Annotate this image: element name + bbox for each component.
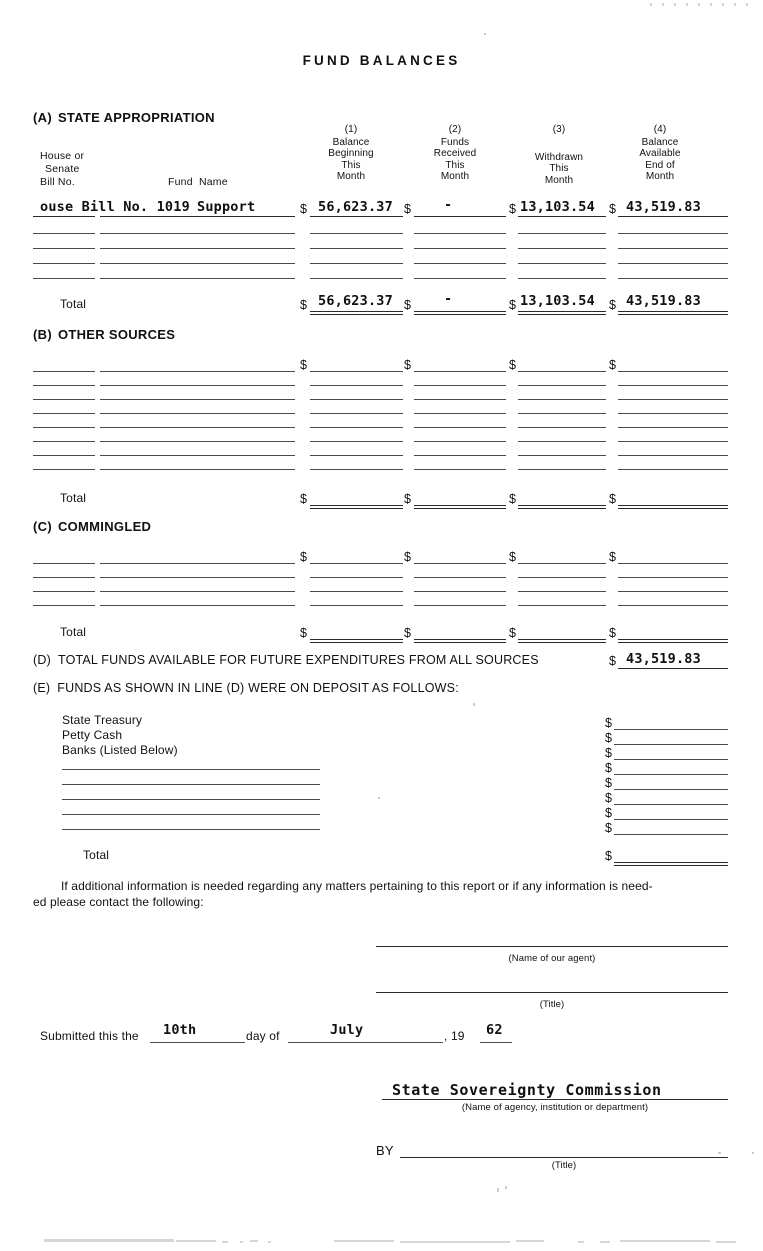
blank-line	[33, 263, 95, 264]
blank-line	[618, 563, 728, 564]
blank-line	[518, 413, 606, 414]
blank-line	[414, 413, 506, 414]
col-header-3-line1: Withdrawn	[534, 151, 584, 163]
entry-col4-dollar-sign: $	[609, 202, 616, 216]
blank-line	[414, 233, 506, 234]
blank-line	[414, 469, 506, 470]
section-a-total-col2-dollar: $	[404, 298, 411, 312]
section-a-total-col4-value: 43,519.83	[626, 293, 701, 309]
section-b-col2-dollar: $	[404, 358, 411, 372]
blank-line	[310, 469, 403, 470]
col-header-bill-no-line1: House or	[40, 150, 85, 162]
section-b-total-col1-dollar: $	[300, 492, 307, 506]
submitted-day-of-label: day of	[246, 1029, 280, 1043]
blank-line	[100, 371, 295, 372]
blank-line	[33, 427, 95, 428]
section-a-total-col3-dollar: $	[509, 298, 516, 312]
blank-line	[100, 385, 295, 386]
col-header-2-line4: Month	[440, 171, 470, 182]
blank-line	[614, 729, 728, 730]
deposit-amount-dollar-8: $	[605, 821, 612, 835]
by-title-caption: (Title)	[551, 1160, 577, 1171]
section-b-letter: (B)	[33, 327, 52, 342]
agency-name-value: State Sovereignty Commission	[392, 1081, 662, 1099]
blank-line	[618, 278, 728, 279]
section-c-total-line-col3	[518, 639, 606, 640]
blank-line	[618, 371, 728, 372]
section-c-total-col2-dollar: $	[404, 626, 411, 640]
submitted-prefix-label: Submitted this the	[40, 1029, 139, 1043]
section-a-total-col1-value: 56,623.37	[318, 293, 393, 309]
blank-line	[310, 263, 403, 264]
submitted-year-prefix-label: , 19	[444, 1029, 465, 1043]
blank-line	[33, 591, 95, 592]
section-b-col1-dollar: $	[300, 358, 307, 372]
deposit-amount-dollar-5: $	[605, 776, 612, 790]
agent-title-caption: (Title)	[539, 999, 565, 1010]
entry-row-line-col2	[414, 216, 506, 217]
deposit-item-label-state-treasury: State Treasury	[62, 713, 143, 727]
col-header-3-number: (3)	[552, 124, 566, 135]
agency-name-caption: (Name of agency, institution or department)	[461, 1102, 649, 1113]
blank-line	[618, 469, 728, 470]
section-c-total-line-col4	[618, 639, 728, 640]
section-b-total-line-col2	[414, 505, 506, 506]
blank-line	[518, 371, 606, 372]
section-b-total-label: Total	[60, 491, 87, 505]
section-e-heading	[33, 681, 459, 695]
section-b-total-col3-dollar: $	[509, 492, 516, 506]
section-e-total-dollar: $	[605, 849, 612, 863]
blank-line	[414, 263, 506, 264]
blank-line	[100, 591, 295, 592]
section-d-amount-value: 43,519.83	[626, 651, 701, 667]
blank-line	[33, 278, 95, 279]
page-title: FUND BALANCES	[302, 53, 461, 68]
entry-col2-value: -	[444, 197, 453, 213]
section-e-title: FUNDS AS SHOWN IN LINE (D) WERE ON DEPOSIT AS FOLLOWS:	[57, 681, 459, 695]
section-c-col1-dollar: $	[300, 550, 307, 564]
blank-line	[614, 819, 728, 820]
blank-line	[310, 563, 403, 564]
blank-line	[518, 455, 606, 456]
entry-bill-no-value: ouse Bill No. 1019	[40, 199, 190, 215]
blank-line	[614, 789, 728, 790]
blank-line	[618, 248, 728, 249]
blank-line	[62, 769, 320, 770]
blank-line	[310, 278, 403, 279]
section-a-total-line-col1	[310, 311, 403, 312]
blank-line	[618, 455, 728, 456]
section-b-total-col4-dollar: $	[609, 492, 616, 506]
blank-line	[518, 605, 606, 606]
blank-line	[518, 233, 606, 234]
blank-line	[414, 441, 506, 442]
section-c-total-line-col1	[310, 639, 403, 640]
blank-line	[310, 385, 403, 386]
submitted-month-value: July	[330, 1022, 364, 1038]
section-c-title: COMMINGLED	[57, 519, 152, 534]
blank-line	[518, 427, 606, 428]
blank-line	[33, 413, 95, 414]
deposit-amount-dollar-6: $	[605, 791, 612, 805]
entry-row-line-bill-no	[33, 216, 95, 217]
section-b-title: OTHER SOURCES	[57, 327, 176, 342]
section-a-total-col2-value: -	[444, 291, 453, 307]
entry-row-line-col4	[618, 216, 728, 217]
blank-line	[414, 427, 506, 428]
entry-fund-name-value: Support	[197, 199, 256, 215]
agent-title-line	[376, 992, 728, 993]
blank-line	[33, 605, 95, 606]
blank-line	[614, 804, 728, 805]
section-c-total-label: Total	[60, 625, 87, 639]
entry-col2-dollar-sign: $	[404, 202, 411, 216]
section-b-heading	[33, 327, 175, 342]
blank-line	[310, 455, 403, 456]
blank-line	[618, 413, 728, 414]
agent-name-caption: (Name of our agent)	[508, 953, 596, 964]
col-header-3-line2: This	[549, 163, 569, 174]
blank-line	[310, 371, 403, 372]
blank-line	[518, 577, 606, 578]
entry-col3-dollar-sign: $	[509, 202, 516, 216]
section-a-total-line-col2	[414, 311, 506, 312]
blank-line	[614, 834, 728, 835]
blank-line	[310, 441, 403, 442]
col-header-1-number: (1)	[344, 124, 358, 135]
section-d-title: TOTAL FUNDS AVAILABLE FOR FUTURE EXPENDITURES FROM ALL SOURCES	[57, 653, 539, 667]
section-a-total-col4-dollar: $	[609, 298, 616, 312]
deposit-amount-dollar-4: $	[605, 761, 612, 775]
section-c-col4-dollar: $	[609, 550, 616, 564]
col-header-2-line2: Received	[433, 148, 477, 159]
entry-col3-value: 13,103.54	[520, 199, 595, 215]
col-header-4-line2: Available	[639, 148, 681, 159]
by-label: BY	[376, 1143, 394, 1158]
blank-line	[62, 829, 320, 830]
blank-line	[310, 233, 403, 234]
section-c-total-col4-dollar: $	[609, 626, 616, 640]
section-d-letter: (D)	[33, 653, 51, 667]
blank-line	[33, 248, 95, 249]
blank-line	[100, 278, 295, 279]
blank-line	[618, 399, 728, 400]
col-header-4-line4: Month	[645, 171, 675, 182]
col-header-fund-name: Fund Name	[168, 176, 228, 188]
entry-col4-value: 43,519.83	[626, 199, 701, 215]
blank-line	[33, 233, 95, 234]
blank-line	[33, 385, 95, 386]
deposit-item-label-banks: Banks (Listed Below)	[62, 743, 178, 757]
col-header-bill-no-line3: Bill No.	[40, 176, 75, 188]
blank-line	[100, 577, 295, 578]
blank-line	[414, 399, 506, 400]
col-header-1-line1: Balance	[332, 136, 370, 148]
agency-name-line	[382, 1099, 728, 1100]
col-header-1-line2: Beginning	[328, 148, 374, 159]
blank-line	[310, 577, 403, 578]
submitted-year-value: 62	[486, 1022, 503, 1038]
blank-line	[100, 605, 295, 606]
col-header-2-number: (2)	[448, 124, 462, 135]
blank-line	[33, 399, 95, 400]
section-c-total-col3-dollar: $	[509, 626, 516, 640]
blank-line	[33, 469, 95, 470]
blank-line	[33, 455, 95, 456]
blank-line	[518, 469, 606, 470]
section-a-heading	[33, 110, 215, 125]
section-c-heading	[33, 519, 151, 534]
by-line	[400, 1157, 728, 1158]
blank-line	[618, 385, 728, 386]
section-a-total-col1-dollar: $	[300, 298, 307, 312]
blank-line	[100, 427, 295, 428]
blank-line	[33, 577, 95, 578]
blank-line	[100, 455, 295, 456]
blank-line	[618, 577, 728, 578]
blank-line	[310, 591, 403, 592]
deposit-amount-dollar-1: $	[605, 716, 612, 730]
col-header-1-line3: This	[341, 159, 361, 171]
blank-line	[414, 591, 506, 592]
deposit-amount-dollar-7: $	[605, 806, 612, 820]
section-c-letter: (C)	[33, 519, 52, 534]
contact-paragraph-cont	[33, 894, 733, 910]
section-a-title: STATE APPROPRIATION	[57, 110, 215, 125]
col-header-4-number: (4)	[653, 124, 667, 135]
blank-line	[310, 399, 403, 400]
submitted-day-value: 10th	[163, 1022, 197, 1038]
col-header-4-line3: End of	[645, 159, 675, 171]
entry-row-line-fund-name	[100, 216, 295, 217]
blank-line	[518, 563, 606, 564]
blank-line	[100, 263, 295, 264]
blank-line	[518, 278, 606, 279]
section-e-letter: (E)	[33, 681, 51, 695]
col-header-2	[403, 124, 507, 183]
blank-line	[310, 427, 403, 428]
blank-line	[33, 441, 95, 442]
section-e-total-line	[614, 862, 728, 863]
blank-line	[518, 248, 606, 249]
blank-line	[414, 577, 506, 578]
section-b-col3-dollar: $	[509, 358, 516, 372]
section-a-letter: (A)	[33, 110, 52, 125]
col-header-bill-no-line2: Senate	[45, 163, 80, 175]
deposit-item-label-petty-cash: Petty Cash	[62, 728, 123, 742]
blank-line	[100, 469, 295, 470]
section-d-amount-dollar: $	[609, 654, 616, 668]
submitted-year-line	[480, 1042, 512, 1043]
blank-line	[614, 774, 728, 775]
col-header-2-line3: This	[445, 159, 465, 171]
col-header-4	[608, 124, 712, 183]
blank-line	[100, 233, 295, 234]
section-e-total-label: Total	[83, 848, 110, 862]
contact-paragraph-line2: ed please contact the following:	[33, 895, 204, 909]
section-c-total-line-col2	[414, 639, 506, 640]
section-a-total-line-col3	[518, 311, 606, 312]
blank-line	[518, 385, 606, 386]
blank-line	[414, 385, 506, 386]
blank-line	[614, 759, 728, 760]
blank-line	[518, 263, 606, 264]
submitted-month-line	[288, 1042, 443, 1043]
blank-line	[33, 563, 95, 564]
blank-line	[414, 563, 506, 564]
col-header-1-line4: Month	[336, 171, 366, 182]
blank-line	[62, 799, 320, 800]
col-header-1	[299, 124, 403, 183]
submitted-day-line	[150, 1042, 245, 1043]
section-b-total-line-col3	[518, 505, 606, 506]
blank-line	[310, 413, 403, 414]
col-header-2-line1: Funds	[440, 136, 470, 148]
blank-line	[414, 605, 506, 606]
blank-line	[62, 784, 320, 785]
section-b-total-line-col4	[618, 505, 728, 506]
blank-line	[414, 248, 506, 249]
blank-line	[414, 455, 506, 456]
col-header-3	[507, 124, 611, 186]
blank-line	[310, 248, 403, 249]
col-header-4-line1: Balance	[641, 136, 679, 148]
blank-line	[618, 427, 728, 428]
contact-paragraph-line1: If additional information is needed regarding any matters pertaining to this report or if any information is need-	[61, 879, 653, 893]
blank-line	[100, 399, 295, 400]
blank-line	[100, 248, 295, 249]
blank-line	[618, 233, 728, 234]
section-c-col2-dollar: $	[404, 550, 411, 564]
entry-col1-value: 56,623.37	[318, 199, 393, 215]
blank-line	[62, 814, 320, 815]
section-d-amount-line	[618, 668, 728, 669]
blank-line	[33, 371, 95, 372]
section-d-heading	[33, 653, 539, 667]
section-c-total-col1-dollar: $	[300, 626, 307, 640]
section-a-total-line-col4	[618, 311, 728, 312]
blank-line	[310, 605, 403, 606]
blank-line	[614, 744, 728, 745]
blank-line	[414, 278, 506, 279]
agent-name-line	[376, 946, 728, 947]
section-b-total-line-col1	[310, 505, 403, 506]
col-header-3-line3: Month	[544, 174, 574, 186]
blank-line	[518, 441, 606, 442]
blank-line	[518, 399, 606, 400]
blank-line	[618, 591, 728, 592]
section-c-col3-dollar: $	[509, 550, 516, 564]
section-b-total-col2-dollar: $	[404, 492, 411, 506]
contact-paragraph	[33, 878, 733, 894]
blank-line	[618, 263, 728, 264]
blank-line	[100, 413, 295, 414]
blank-line	[100, 563, 295, 564]
entry-col1-dollar-sign: $	[300, 202, 307, 216]
deposit-amount-dollar-3: $	[605, 746, 612, 760]
entry-row-line-col1	[310, 216, 403, 217]
blank-line	[618, 605, 728, 606]
deposit-amount-dollar-2: $	[605, 731, 612, 745]
blank-line	[414, 371, 506, 372]
blank-line	[618, 441, 728, 442]
section-a-total-label: Total	[60, 297, 87, 311]
section-b-col4-dollar: $	[609, 358, 616, 372]
blank-line	[518, 591, 606, 592]
entry-row-line-col3	[518, 216, 606, 217]
blank-line	[100, 441, 295, 442]
section-a-total-col3-value: 13,103.54	[520, 293, 595, 309]
